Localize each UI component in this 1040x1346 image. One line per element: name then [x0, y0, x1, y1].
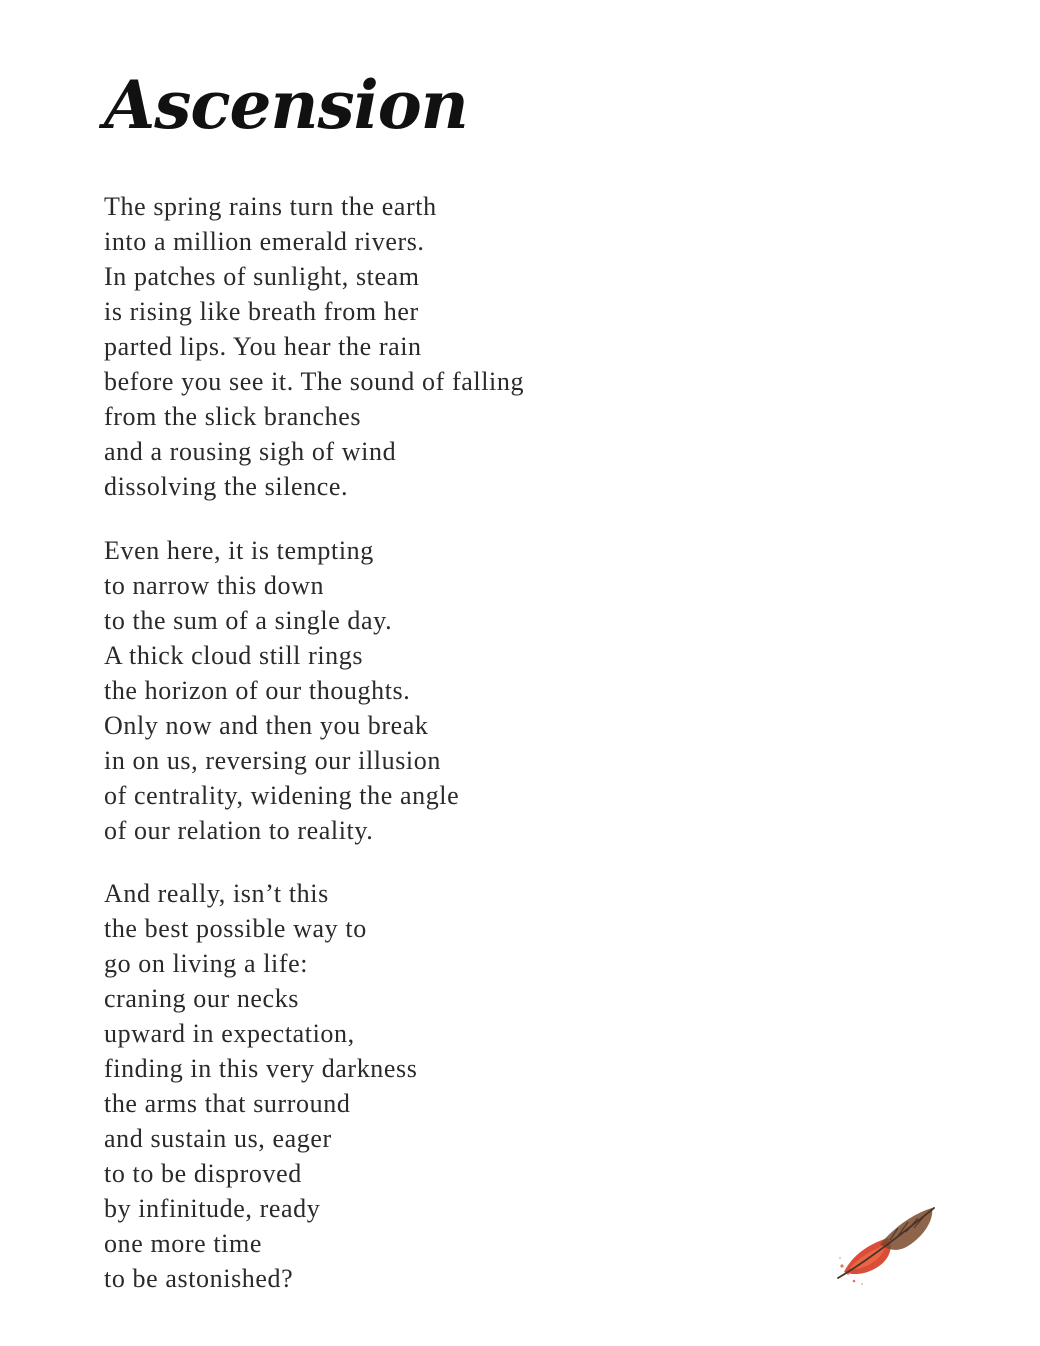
paint-splatter	[840, 1264, 843, 1267]
poem-line: parted lips. You hear the rain	[104, 332, 422, 361]
paint-splatter	[839, 1257, 841, 1259]
poem-line: upward in expectation,	[104, 1019, 355, 1048]
feather-icon	[832, 1198, 942, 1290]
poem-line: the arms that surround	[104, 1089, 351, 1118]
poem-title: Ascension	[104, 66, 468, 144]
poem-line: from the slick branches	[104, 402, 362, 431]
stanza-1	[104, 189, 524, 504]
poem-line: and a rousing sigh of wind	[104, 437, 397, 466]
paint-splatter	[861, 1283, 863, 1285]
poem-line: is rising like breath from her	[104, 297, 419, 326]
poem-line: by infinitude, ready	[104, 1194, 321, 1223]
stanza-3	[104, 876, 417, 1296]
poem-line: and sustain us, eager	[104, 1124, 332, 1153]
poem-line: to the sum of a single day.	[104, 606, 393, 635]
poem-line: the horizon of our thoughts.	[104, 676, 411, 705]
poem-line: finding in this very darkness	[104, 1054, 418, 1083]
poem-line: to to be disproved	[104, 1159, 302, 1188]
poem-line: Even here, it is tempting	[104, 536, 374, 565]
poem-line: In patches of sunlight, steam	[104, 262, 420, 291]
poem-line: craning our necks	[104, 984, 300, 1013]
poem-line: to be astonished?	[104, 1264, 294, 1293]
poem-line: of our relation to reality.	[104, 816, 374, 845]
poem-line: before you see it. The sound of falling	[104, 367, 525, 396]
paint-splatter	[853, 1280, 856, 1283]
poem-line: A thick cloud still rings	[104, 641, 364, 670]
poem-line: go on living a life:	[104, 949, 309, 978]
poem-line: dissolving the silence.	[104, 472, 349, 501]
stanza-2	[104, 533, 459, 848]
poem-line: the best possible way to	[104, 914, 367, 943]
poem-line: And really, isn’t this	[104, 879, 329, 908]
poem-line: one more time	[104, 1229, 262, 1258]
poem-line: of centrality, widening the angle	[104, 781, 460, 810]
poem-line: The spring rains turn the earth	[104, 192, 437, 221]
poem-line: into a million emerald rivers.	[104, 227, 425, 256]
poem-line: to narrow this down	[104, 571, 325, 600]
poem-line: in on us, reversing our illusion	[104, 746, 441, 775]
poem-line: Only now and then you break	[104, 711, 429, 740]
